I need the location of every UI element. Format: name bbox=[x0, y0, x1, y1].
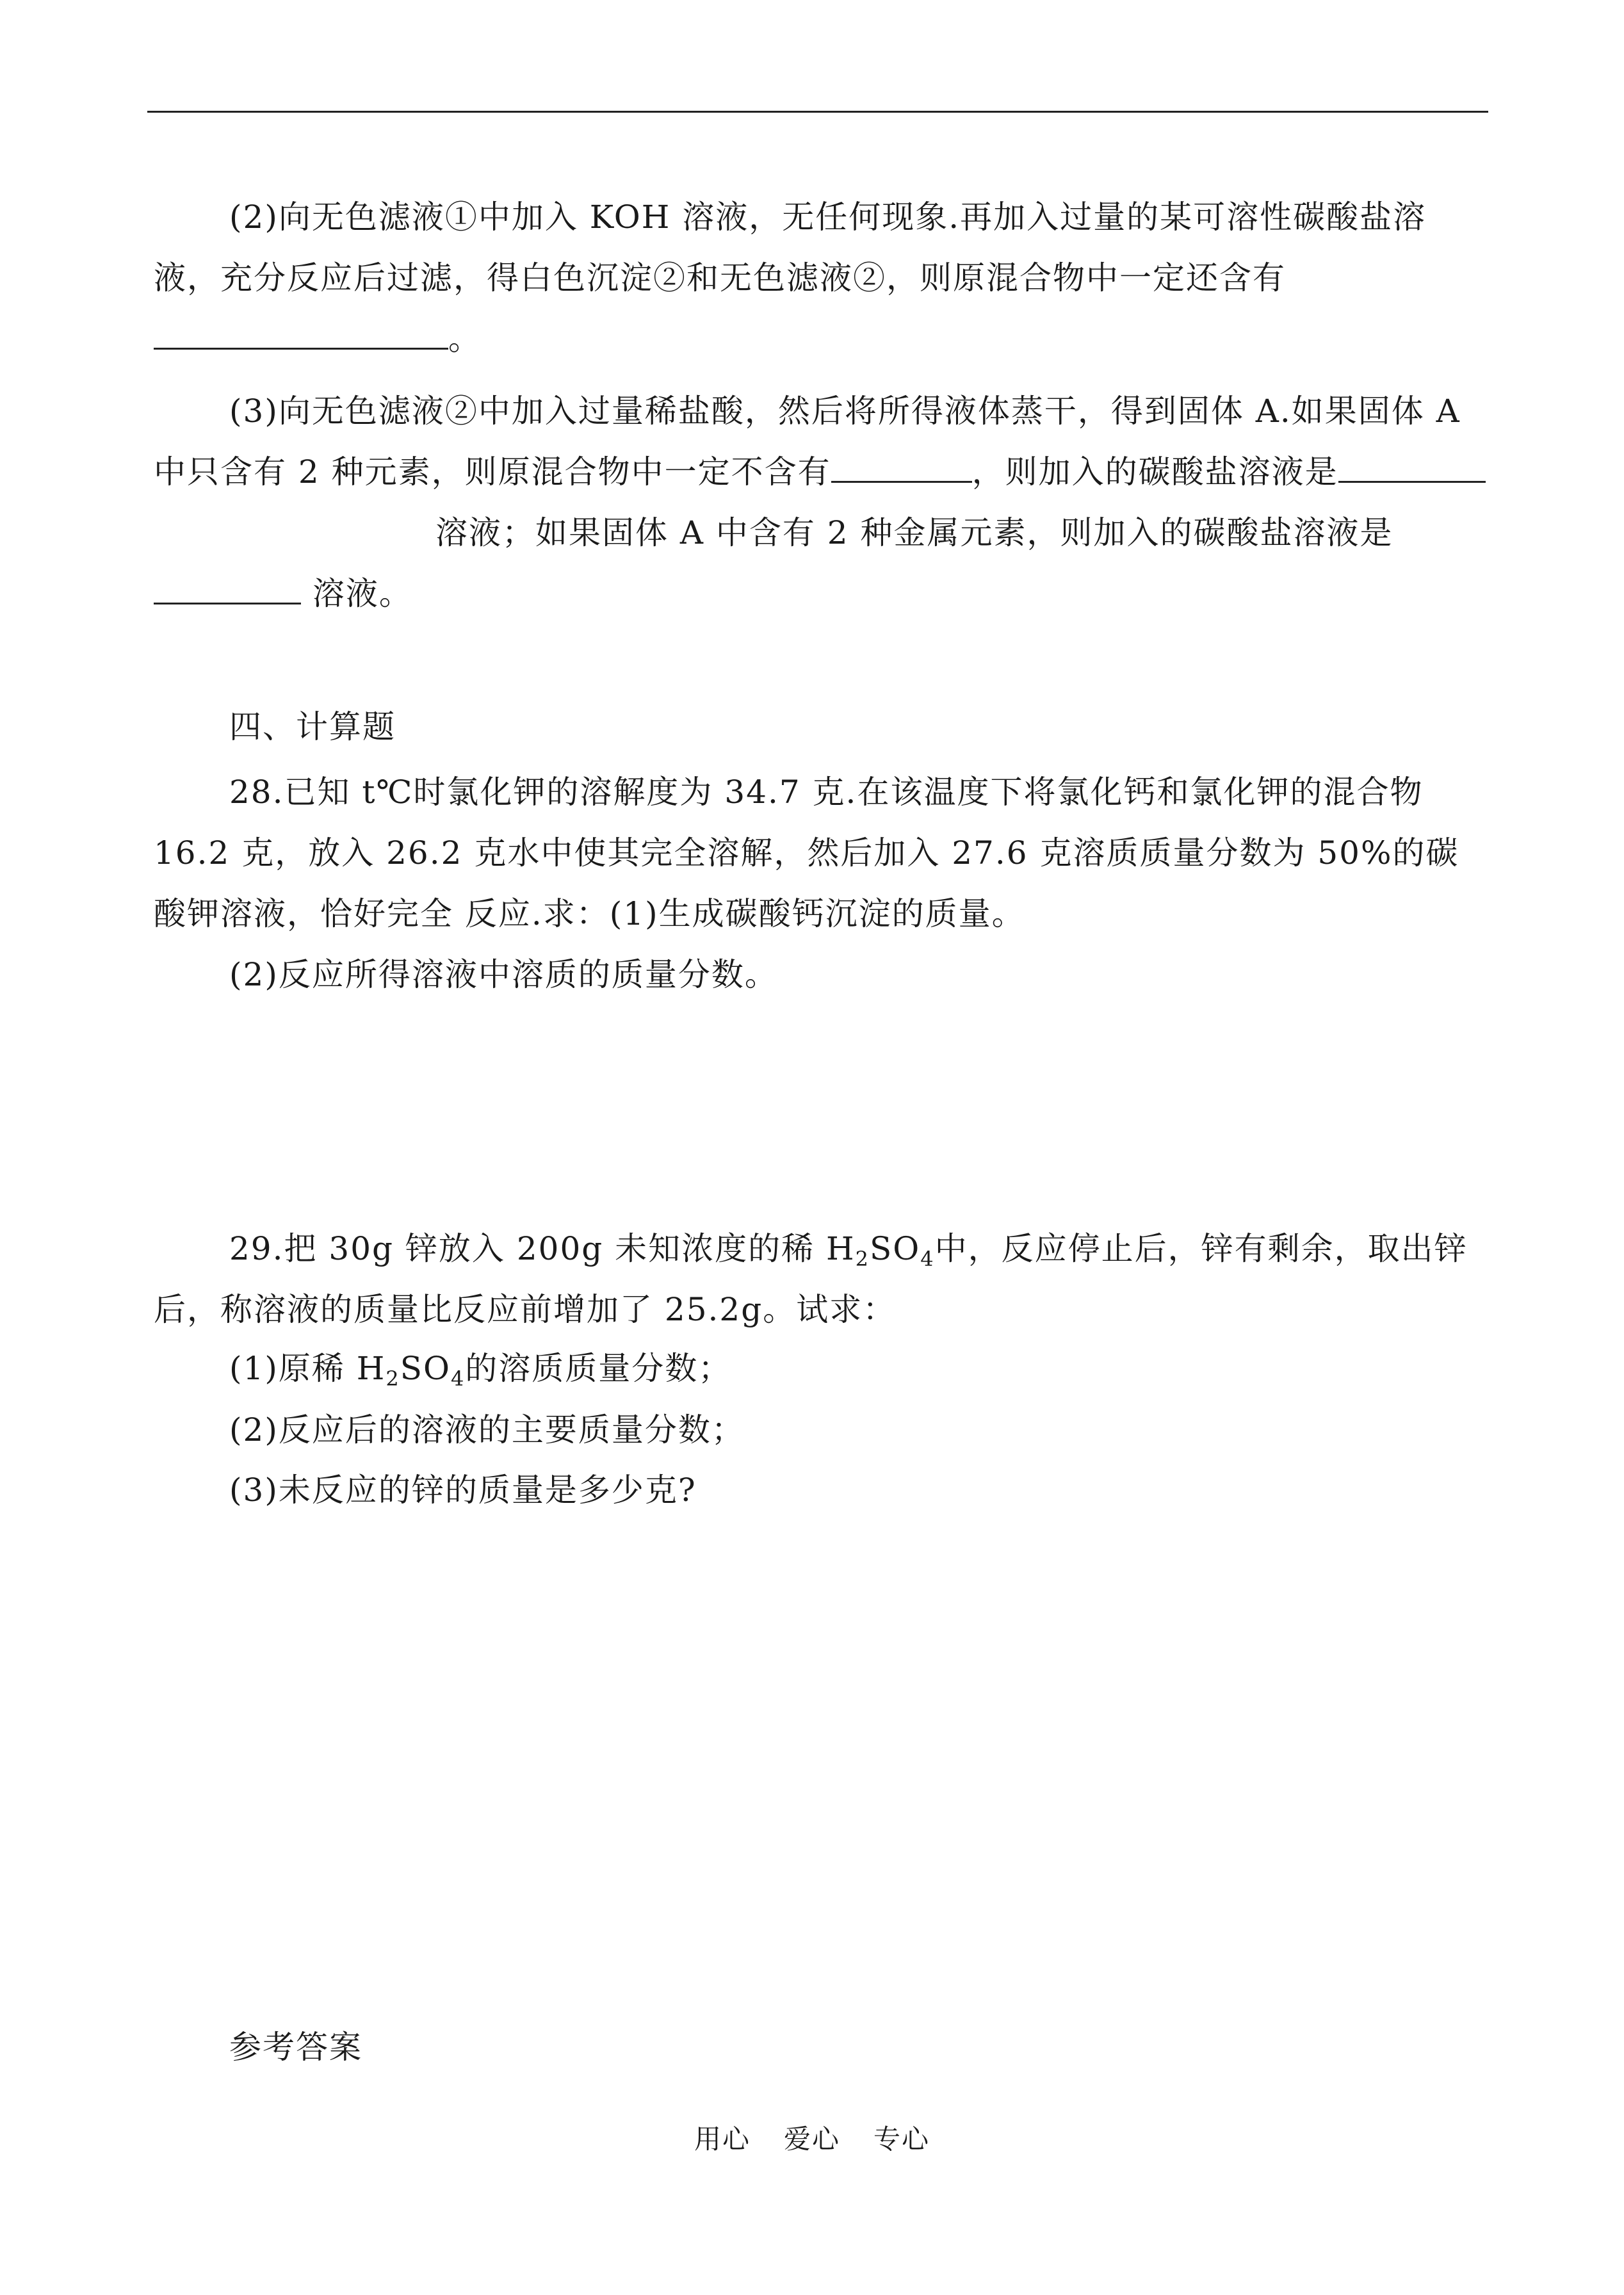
q28-text: 28.已知 t℃时氯化钾的溶解度为 34.7 克.在该温度下将氯化钙和氯化钾的混合物 16.2 克，放入 26.2 克水中使其完全溶解，然后加入 27.6 克溶质质量分数为 50%的碳酸钾溶液，恰好完全 反应.求：(1)生成碳酸钙沉淀的质量。 bbox=[154, 774, 1459, 932]
answer-blank[interactable] bbox=[154, 565, 301, 604]
q29-sub3: (3)未反应的锌的质量是多少克? bbox=[229, 1472, 697, 1509]
footer-text: 爱心 bbox=[783, 2123, 840, 2155]
q27-part3: (3)向无色滤液②中加入过量稀盐酸，然后将所得液体蒸干，得到固体 A.如果固体 A 中只含有 2 种元素，则原混合物中一定不含有 ，则加入的碳酸盐溶液是溶液；如果固体 A 中含有 2 种金属元素，则加入的碳酸盐溶液是 溶液。 bbox=[154, 381, 1486, 624]
answer-blank[interactable] bbox=[831, 444, 972, 483]
footer-text: 专心 bbox=[873, 2123, 930, 2155]
q29-sub2: (2)反应后的溶液的主要质量分数； bbox=[229, 1411, 745, 1448]
q27-part2: (2)向无色滤液①中加入 KOH 溶液，无任何现象.再加入过量的某可溶性碳酸盐溶液，充分反应后过滤，得白色沉淀②和无色滤液②，则原混合物中一定还含有。 bbox=[154, 199, 1427, 357]
q29-text: 29.把 30g 锌放入 200g 未知浓度的稀 $H_2SO_4$中，反应停止后，锌有剩余，取出锌后，称溶液的质量比反应前增加了 25.2g。试求： bbox=[154, 1230, 1468, 1328]
q28-sub2: (2)反应所得溶液中溶质的质量分数。 bbox=[229, 956, 778, 993]
q29-sub1: (1)原稀 $H_2SO_4$的溶质质量分数； bbox=[229, 1350, 732, 1391]
section-heading: 四、计算题 bbox=[229, 708, 396, 745]
page-footer bbox=[0, 2118, 1624, 2157]
footer-text: 用心 bbox=[694, 2123, 751, 2155]
answer-blank[interactable] bbox=[154, 311, 448, 350]
answers-heading: 参考答案 bbox=[229, 2029, 362, 2066]
header-rule bbox=[147, 111, 1488, 113]
answer-blank[interactable] bbox=[1338, 444, 1486, 483]
